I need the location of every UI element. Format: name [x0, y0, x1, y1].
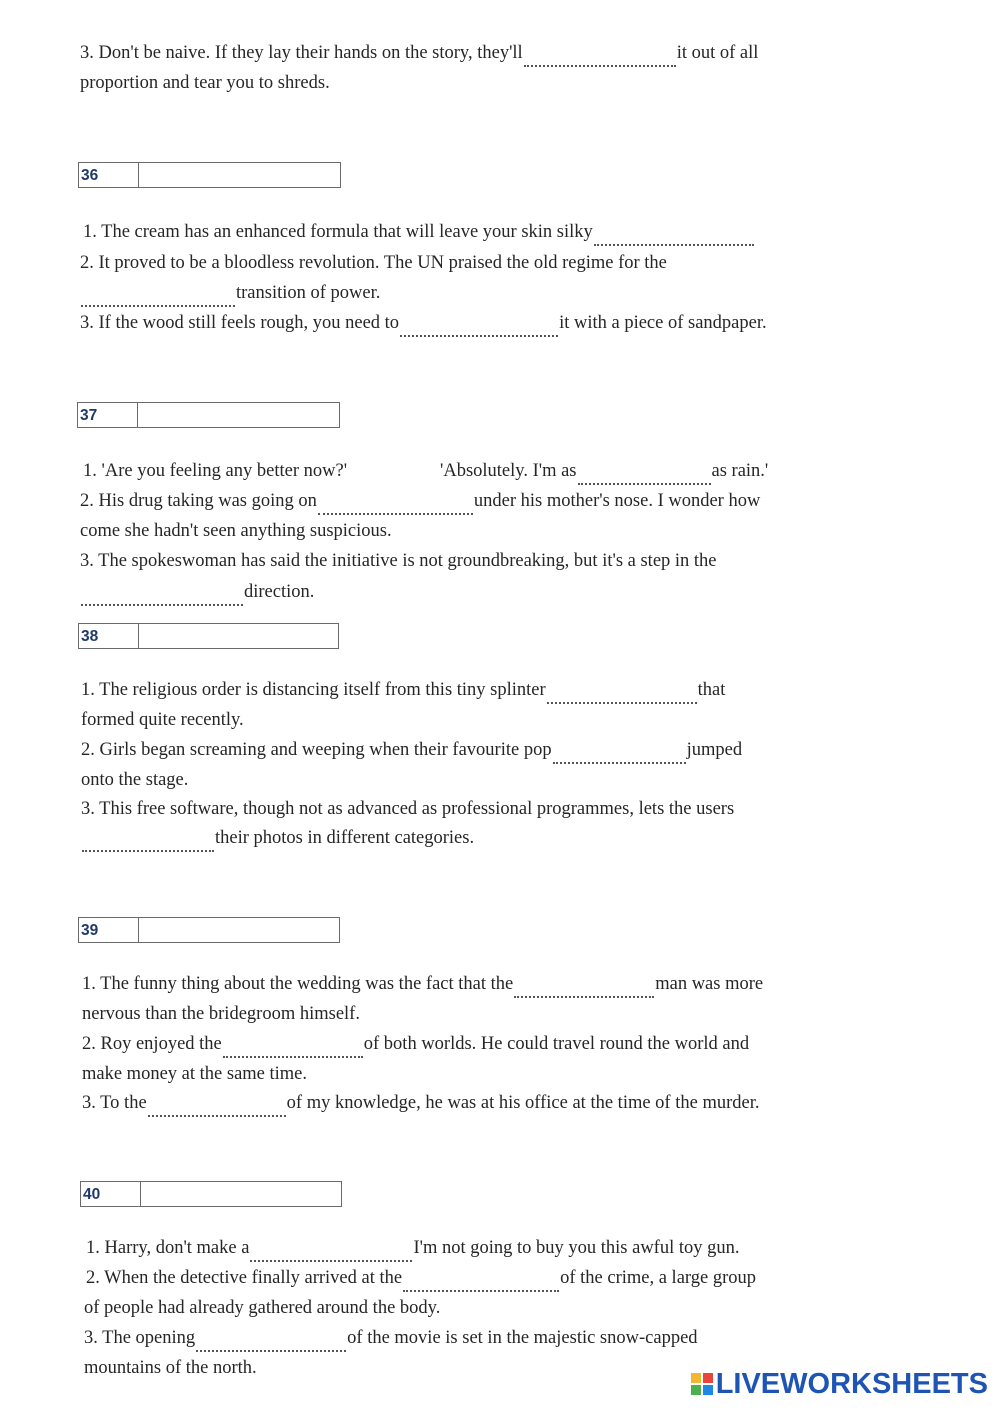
ex36-line-1: 1. The cream has an enhanced formula that will leave your skin silky [83, 221, 755, 243]
answer-blank[interactable] [250, 1242, 412, 1262]
answer-blank[interactable] [400, 317, 558, 337]
ex38-line-3: 3. This free software, though not as advanced as professional programmes, lets the users [81, 799, 735, 819]
question-box-40 [80, 1181, 342, 1207]
logo-square-4 [703, 1385, 713, 1395]
ex39-line-1b: nervous than the bridegroom himself. [82, 1004, 360, 1024]
ex40-line-3b: mountains of the north. [84, 1358, 257, 1378]
answer-blank[interactable] [594, 226, 754, 246]
ex39-line-2b: make money at the same time. [82, 1064, 308, 1084]
answer-blank[interactable] [524, 47, 676, 67]
ex38-line-3b: their photos in different categories. [81, 827, 474, 849]
ex37-line-1-reply: 'Absolutely. I'm as as rain.' [440, 460, 768, 482]
ex35-line-3: 3. Don't be naive. If they lay their hands on the story, they'll it out of all [80, 42, 758, 64]
ex38-line-1b: formed quite recently. [81, 710, 244, 730]
question-number: 37 [78, 403, 138, 427]
ex40-line-2: 2. When the detective finally arrived at the of the crime, a large group [86, 1267, 756, 1289]
logo-mark-icon [691, 1373, 713, 1395]
ex36-line-2b: transition of power. [80, 282, 380, 304]
ex39-line-2: 2. Roy enjoyed the of both worlds. He could travel round the world and [82, 1033, 749, 1055]
answer-blank[interactable] [403, 1272, 559, 1292]
ex38-line-2: 2. Girls began screaming and weeping when their favourite pop jumped [81, 739, 742, 761]
answer-blank[interactable] [547, 684, 697, 704]
answer-blank[interactable] [318, 495, 473, 515]
ex40-line-2b: of people had already gathered around the body. [84, 1298, 441, 1318]
liveworksheets-logo[interactable] [691, 1367, 988, 1401]
answer-input-box[interactable] [141, 1182, 341, 1206]
answer-blank[interactable] [553, 744, 686, 764]
answer-input-box[interactable] [139, 918, 339, 942]
ex39-line-1: 1. The funny thing about the wedding was the fact that the man was more [82, 973, 763, 995]
answer-blank[interactable] [514, 978, 654, 998]
ex36-line-3: 3. If the wood still feels rough, you need to it with a piece of sandpaper. [80, 312, 767, 334]
ex40-line-3: 3. The opening of the movie is set in the majestic snow-capped [84, 1327, 698, 1349]
question-number: 39 [79, 918, 139, 942]
answer-blank[interactable] [81, 586, 243, 606]
answer-blank[interactable] [223, 1038, 363, 1058]
logo-text: LIVEWORKSHEETS [715, 1367, 988, 1400]
ex36-line-2: 2. It proved to be a bloodless revolution. The UN praised the old regime for the [80, 253, 667, 273]
answer-blank[interactable] [578, 465, 711, 485]
question-number: 36 [79, 163, 139, 187]
ex37-line-2: 2. His drug taking was going on under his mother's nose. I wonder how [80, 490, 760, 512]
ex35-line-3b: proportion and tear you to shreds. [80, 73, 330, 93]
answer-blank[interactable] [81, 287, 235, 307]
answer-blank[interactable] [82, 832, 214, 852]
ex38-line-2b: onto the stage. [81, 770, 189, 790]
ex37-line-3: 3. The spokeswoman has said the initiative is not groundbreaking, but it's a step in the [80, 551, 717, 571]
question-box-39 [78, 917, 340, 943]
ex39-line-3: 3. To the of my knowledge, he was at his office at the time of the murder. [82, 1092, 759, 1114]
ex38-line-1: 1. The religious order is distancing itself from this tiny splinter that [81, 679, 725, 701]
answer-input-box[interactable] [139, 163, 340, 187]
logo-square-1 [691, 1373, 701, 1383]
answer-input-box[interactable] [138, 403, 339, 427]
question-box-38 [78, 623, 339, 649]
ex40-line-1: 1. Harry, don't make a I'm not going to buy you this awful toy gun. [86, 1237, 740, 1259]
logo-square-3 [691, 1385, 701, 1395]
answer-blank[interactable] [196, 1332, 346, 1352]
question-box-37 [77, 402, 340, 428]
answer-input-box[interactable] [139, 624, 338, 648]
ex37-line-1: 1. 'Are you feeling any better now?' [83, 461, 348, 481]
answer-blank[interactable] [148, 1097, 286, 1117]
ex37-line-3b: direction. [80, 581, 314, 603]
question-number: 38 [79, 624, 139, 648]
question-box-36 [78, 162, 341, 188]
question-number: 40 [81, 1182, 141, 1206]
logo-square-2 [703, 1373, 713, 1383]
ex37-line-2b: come she hadn't seen anything suspicious. [80, 521, 392, 541]
